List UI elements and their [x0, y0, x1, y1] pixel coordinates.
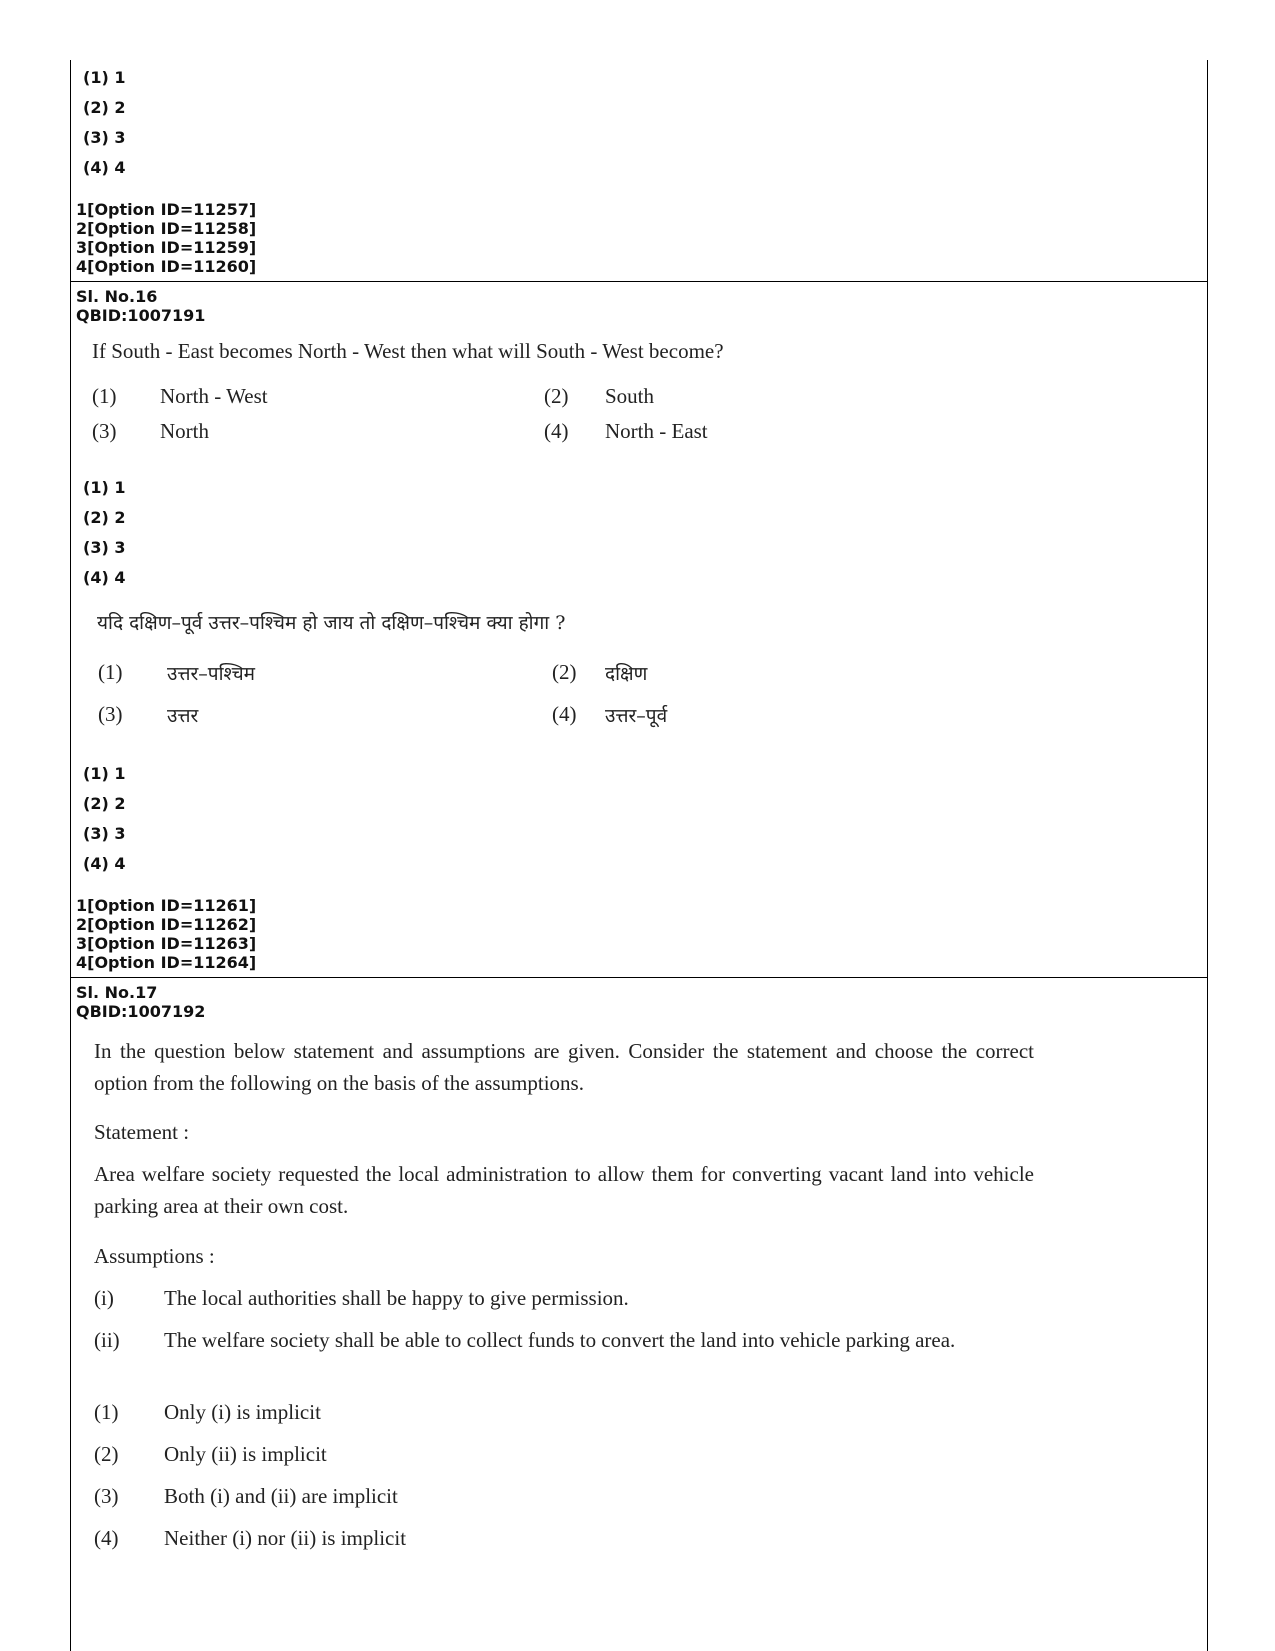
option-id: 4[Option ID=11264] — [76, 953, 257, 972]
assumption-number: (i) — [94, 1286, 114, 1310]
statement-label: Statement : — [94, 1120, 190, 1144]
option-text: उत्तर–पश्चिम — [167, 663, 256, 685]
question-intro: In the question below statement and assumptions are given. Consider the statement and choose the correct option from the following on the basis of the assumptions. — [94, 1039, 1034, 1095]
answer-choice: (3) 3 — [83, 824, 126, 843]
section-divider — [70, 977, 1208, 978]
option-id: 3[Option ID=11263] — [76, 934, 257, 953]
option-number: (2) — [544, 384, 569, 408]
question-header — [76, 983, 205, 1021]
answer-choice: (2) 2 — [83, 98, 126, 117]
answer-choice: (1) 1 — [83, 478, 126, 497]
option-number: (1) — [94, 1400, 119, 1424]
option-number: (1) — [98, 660, 123, 684]
answer-choice: (3) 3 — [83, 538, 126, 557]
option-text: North — [160, 419, 209, 443]
assumption-text: The welfare society shall be able to collect funds to convert the land into vehicle parking area. — [164, 1328, 956, 1352]
option-id: 1[Option ID=11261] — [76, 896, 257, 915]
option-text: Only (i) is implicit — [164, 1400, 321, 1424]
option-number: (2) — [94, 1442, 119, 1466]
option-number: (3) — [94, 1484, 119, 1508]
answer-choice: (3) 3 — [83, 128, 126, 147]
option-id: 4[Option ID=11260] — [76, 257, 257, 276]
option-text: उत्तर — [167, 705, 199, 727]
answer-choice: (4) 4 — [83, 158, 126, 177]
option-text: Both (i) and (ii) are implicit — [164, 1484, 398, 1508]
option-number: (4) — [552, 702, 577, 726]
option-id: 2[Option ID=11262] — [76, 915, 257, 934]
option-number: (3) — [98, 702, 123, 726]
assumptions-label: Assumptions : — [94, 1244, 215, 1268]
serial-number: Sl. No.17 — [76, 983, 158, 1002]
option-text: उत्तर–पूर्व — [605, 705, 668, 727]
option-number: (1) — [92, 384, 117, 408]
option-number: (4) — [544, 419, 569, 443]
option-text: North - East — [605, 419, 708, 443]
question-text-english: If South - East becomes North - West then what will South - West become? — [92, 339, 724, 363]
option-number: (3) — [92, 419, 117, 443]
statement-text: Area welfare society requested the local administration to allow them for converting vacant land into vehicle parking area at their own cost. — [94, 1162, 1034, 1218]
option-number: (2) — [552, 660, 577, 684]
answer-choice: (2) 2 — [83, 794, 126, 813]
assumption-text: The local authorities shall be happy to give permission. — [164, 1286, 629, 1310]
assumption-number: (ii) — [94, 1328, 120, 1352]
option-id: 1[Option ID=11257] — [76, 200, 257, 219]
option-id: 3[Option ID=11259] — [76, 238, 257, 257]
qbid: QBID:1007191 — [76, 306, 206, 325]
answer-choice: (1) 1 — [83, 764, 126, 783]
answer-choice: (1) 1 — [83, 68, 126, 87]
serial-number: Sl. No.16 — [76, 287, 158, 306]
question-header — [76, 287, 205, 325]
option-text: North - West — [160, 384, 268, 408]
option-id-list — [76, 896, 256, 972]
option-text: दक्षिण — [605, 663, 648, 685]
option-text: Only (ii) is implicit — [164, 1442, 327, 1466]
section-divider — [70, 281, 1208, 282]
option-number: (4) — [94, 1526, 119, 1550]
option-text: South — [605, 384, 655, 408]
answer-choice: (2) 2 — [83, 508, 126, 527]
option-id-list — [76, 200, 256, 276]
answer-choice: (4) 4 — [83, 854, 126, 873]
qbid: QBID:1007192 — [76, 1002, 206, 1021]
answer-choice: (4) 4 — [83, 568, 126, 587]
option-id: 2[Option ID=11258] — [76, 219, 257, 238]
option-text: Neither (i) nor (ii) is implicit — [164, 1526, 407, 1550]
question-text-hindi: यदि दक्षिण–पूर्व उत्तर–पश्चिम हो जाय तो दक्षिण–पश्चिम क्या होगा ? — [97, 612, 566, 634]
